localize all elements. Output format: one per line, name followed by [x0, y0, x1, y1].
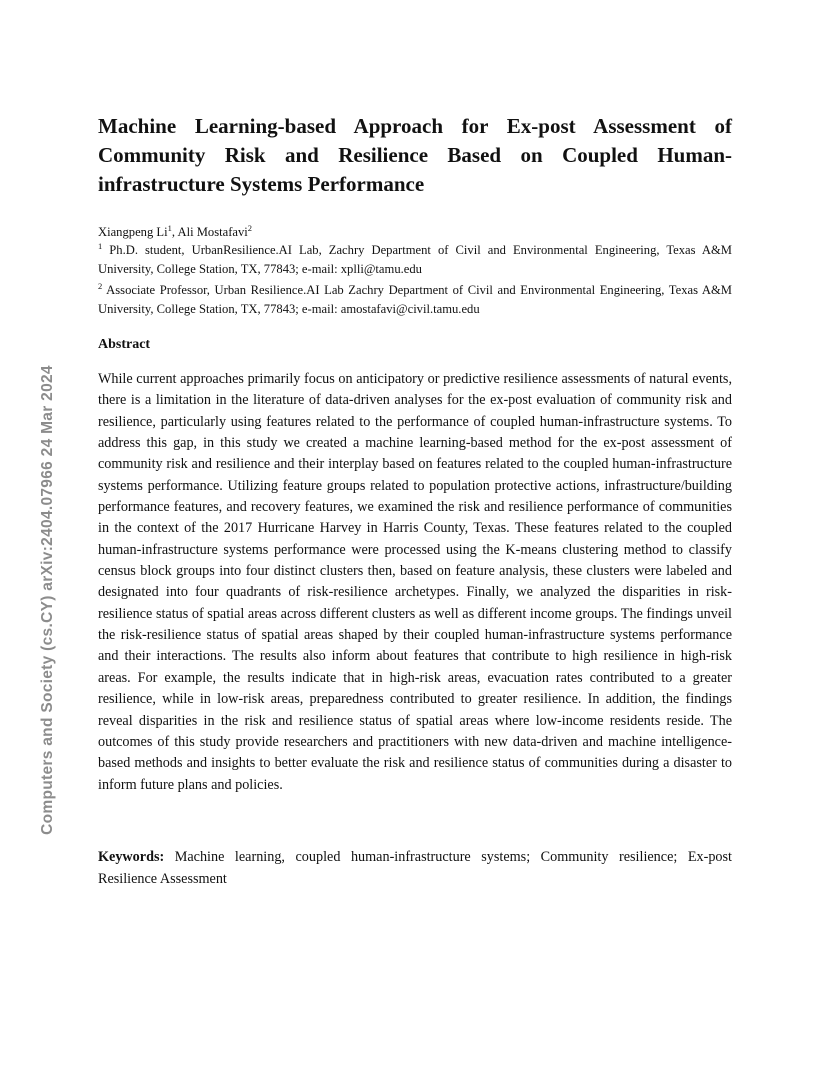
- affiliation-text: Ph.D. student, UrbanResilience.AI Lab, Zachry Department of Civil and Environmental Engineering, Texas A&M University, College Station, TX, 77843; e-mail: xplli@tamu.edu: [98, 243, 732, 276]
- author-name: Ali Mostafavi: [177, 225, 248, 239]
- keywords-label: Keywords:: [98, 848, 165, 865]
- abstract-text: While current approaches primarily focus on anticipatory or predictive resilience assessments of natural events, there is a limitation in the literature of data-driven analyses for the ex-post evaluation of community risk and resilience, particularly using features related to the performance of coupled human-infrastructure systems. To address this gap, in this study we created a machine learning-based method for the ex-post assessment of community risk and resilience and their interplay based on features related to the coupled human-infrastructure systems performance. Utilizing feature groups related to population protective actions, infrastructure/building performance features, and recovery features, we examined the risk and resilience performance of communities in the context of the 2017 Hurricane Harvey in Harris County, Texas. These features related to the coupled human-infrastructure systems performance were processed using the K-means clustering method to classify census block groups into four distinct clusters then, based on feature analysis, these clusters were labeled and designated into four quadrants of risk-resilience archetypes. Finally, we analyzed the disparities in risk-resilience status of spatial areas across different clusters as well as different income groups. The findings unveil the risk-resilience status of spatial areas shaped by their coupled human-infrastructure systems performance and their interactions. The results also inform about features that contribute to high resilience in high-risk areas. For example, the results indicate that in high-risk areas, evacuation rates contributed to a greater resilience, while in low-risk areas, preparedness contributed to greater resilience. In addition, the findings reveal disparities in the risk and resilience status of spatial areas where low-income residents reside. The outcomes of this study provide researchers and practitioners with new data-driven and machine intelligence-based methods and insights to better evaluate the risk and resilience status of communities during a disaster to inform future plans and policies.: [98, 371, 732, 793]
- affiliation-2: [98, 281, 732, 319]
- affiliation-mark: 2: [98, 280, 103, 291]
- abstract-heading: Abstract: [98, 337, 151, 352]
- author-name: Xiangpeng Li: [98, 225, 168, 239]
- paper-title: Machine Learning-based Approach for Ex-post Assessment of Community Risk and Resilience Based on Coupled Human-infrastructure Systems Performance: [98, 114, 732, 196]
- affiliation-1: [98, 241, 732, 279]
- affiliation-mark: 1: [98, 240, 103, 251]
- author-separator: ,: [171, 225, 178, 239]
- keywords-line: [98, 846, 732, 890]
- author-affiliation-mark: 1: [167, 222, 172, 233]
- author-affiliation-mark: 2: [247, 222, 253, 233]
- author-line: [98, 223, 732, 241]
- affiliation-text: Associate Professor, Urban Resilience.AI Lab Zachry Department of Civil and Environmental Engineering, Texas A&M University, College Station, TX, 77843; e-mail: amostafavi@civil.tamu.edu: [98, 283, 732, 316]
- keywords-text: Machine learning, coupled human-infrastructure systems; Community resilience; Ex-post Resilience Assessment: [98, 848, 732, 887]
- paper-content: [98, 112, 732, 890]
- arxiv-identifier-stamp: Computers and Society (cs.CY) arXiv:2404.07966 24 Mar 2024: [39, 365, 56, 835]
